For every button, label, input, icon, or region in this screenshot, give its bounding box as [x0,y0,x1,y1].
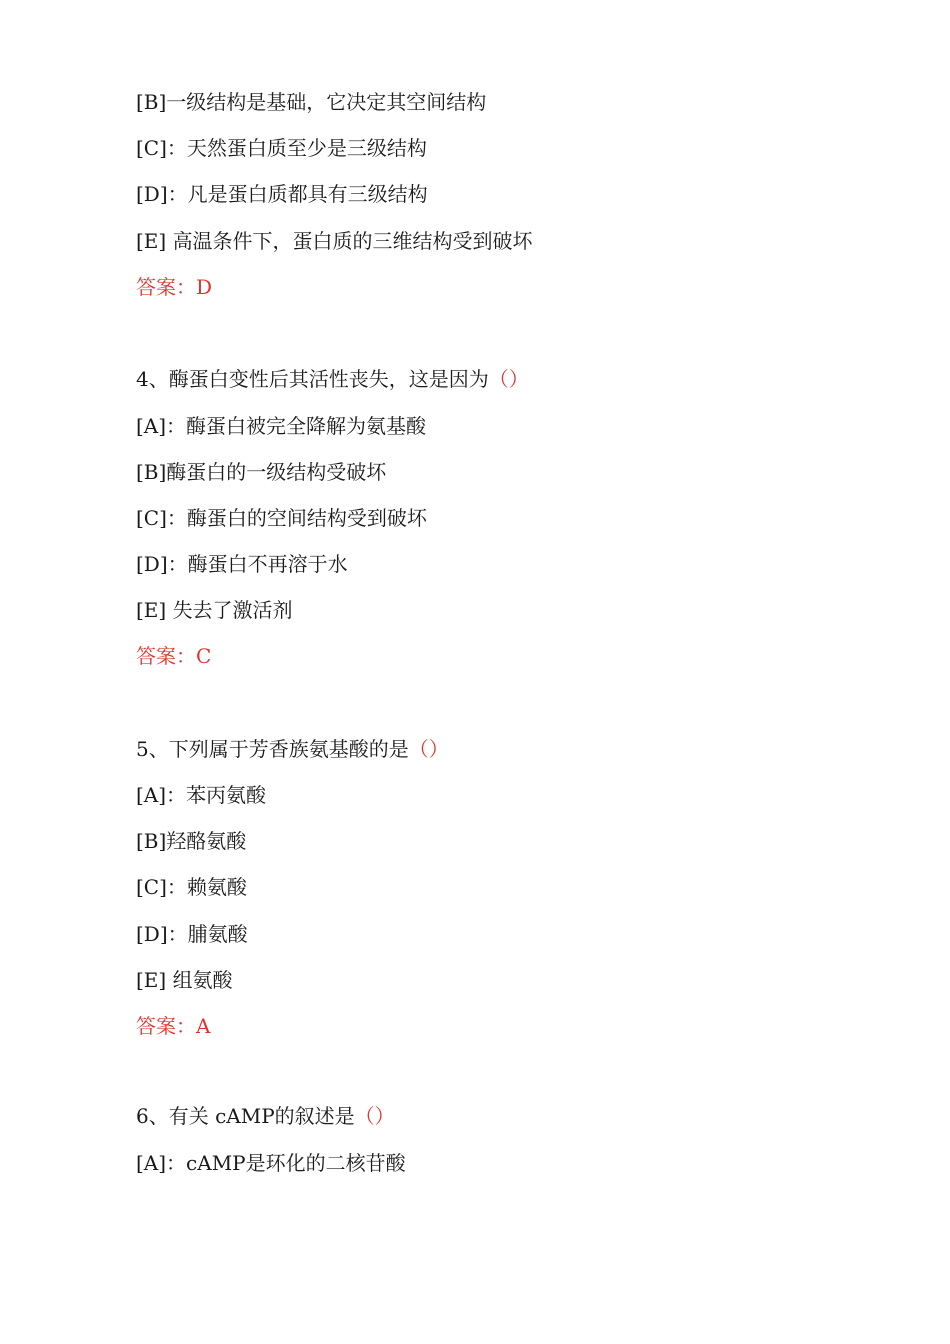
question-4-blank: （） [488,367,529,391]
option-b-q4: [B]酶蛋白的一级结构受破坏 [136,460,387,484]
option-b-q3: [B]一级结构是基础，它决定其空间结构 [136,90,487,114]
option-e-q3: [E] 高温条件下，蛋白质的三维结构受到破坏 [136,229,533,253]
answer-q4: 答案：C [136,644,212,668]
question-6-text: 6、有关 cAMP的叙述是 [136,1104,355,1128]
option-e-q5: [E] 组氨酸 [136,968,233,992]
question-5-blank: （） [408,737,449,761]
option-c-q4: [C]：酶蛋白的空间结构受到破坏 [136,506,427,530]
question-4 [136,365,529,393]
question-6 [136,1102,395,1130]
option-d-q3: [D]：凡是蛋白质都具有三级结构 [136,182,428,206]
question-6-blank: （） [354,1104,395,1128]
option-d-q4: [D]：酶蛋白不再溶于水 [136,552,348,576]
option-a-q4: [A]：酶蛋白被完全降解为氨基酸 [136,414,427,438]
option-c-q3: [C]：天然蛋白质至少是三级结构 [136,136,427,160]
option-e-q4: [E] 失去了激活剂 [136,598,293,622]
option-a-q5: [A]：苯丙氨酸 [136,783,267,807]
question-5 [136,735,449,763]
answer-q3: 答案：D [136,275,213,299]
answer-q5: 答案：A [136,1014,211,1038]
option-a-q6: [A]：cAMP是环化的二核苷酸 [136,1151,406,1175]
question-4-text: 4、酶蛋白变性后其活性丧失，这是因为 [136,367,489,391]
option-b-q5: [B]羟酪氨酸 [136,829,247,853]
option-d-q5: [D]：脯氨酸 [136,922,248,946]
question-5-text: 5、下列属于芳香族氨基酸的是 [136,737,409,761]
option-c-q5: [C]：赖氨酸 [136,875,247,899]
